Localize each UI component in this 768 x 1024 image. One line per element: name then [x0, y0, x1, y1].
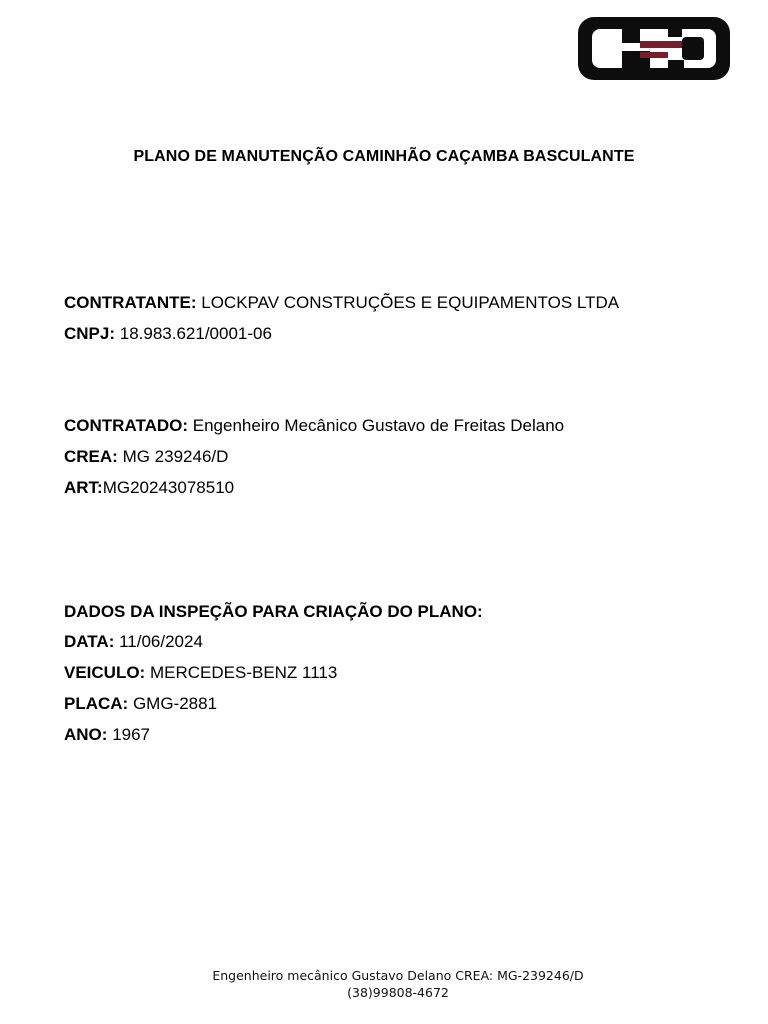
art-line [64, 478, 234, 498]
data-label: DATA: [64, 632, 115, 651]
contratante-line [64, 293, 619, 313]
page-footer [0, 967, 768, 1001]
document-title: PLANO DE MANUTENÇÃO CAMINHÃO CAÇAMBA BASCULANTE [133, 148, 635, 165]
crea-line [64, 447, 228, 467]
footer-line-1: Engenheiro mecânico Gustavo Delano CREA: MG-239246/D [212, 968, 584, 983]
contratado-value: Engenheiro Mecânico Gustavo de Freitas Delano [192, 416, 565, 435]
ano-label: ANO: [64, 725, 108, 744]
art-label: ART: [64, 478, 103, 497]
contratado-line [64, 416, 564, 436]
ano-value: 1967 [112, 725, 151, 744]
crea-label: CREA: [64, 447, 118, 466]
ano-line [64, 725, 150, 745]
crea-value: MG 239246/D [122, 447, 229, 466]
contratado-label: CONTRATADO: [64, 416, 189, 435]
veiculo-line [64, 663, 337, 683]
gfd-logo-icon [576, 15, 732, 82]
cnpj-value: 18.983.621/0001-06 [119, 324, 272, 343]
data-value: 11/06/2024 [119, 632, 203, 651]
footer-line-2: (38)99808-4672 [347, 985, 449, 1000]
inspecao-heading: DADOS DA INSPEÇÃO PARA CRIAÇÃO DO PLANO: [64, 602, 483, 621]
placa-label: PLACA: [64, 694, 129, 713]
art-value: MG20243078510 [102, 478, 235, 497]
veiculo-label: VEICULO: [64, 663, 146, 682]
contratante-value: LOCKPAV CONSTRUÇÕES E EQUIPAMENTOS LTDA [201, 293, 620, 312]
contratante-label: CONTRATANTE: [64, 293, 197, 312]
cnpj-line [64, 324, 272, 344]
placa-line [64, 694, 217, 714]
veiculo-value: MERCEDES-BENZ 1113 [149, 663, 338, 682]
placa-value: GMG-2881 [132, 694, 218, 713]
cnpj-label: CNPJ: [64, 324, 116, 343]
data-line [64, 632, 203, 652]
